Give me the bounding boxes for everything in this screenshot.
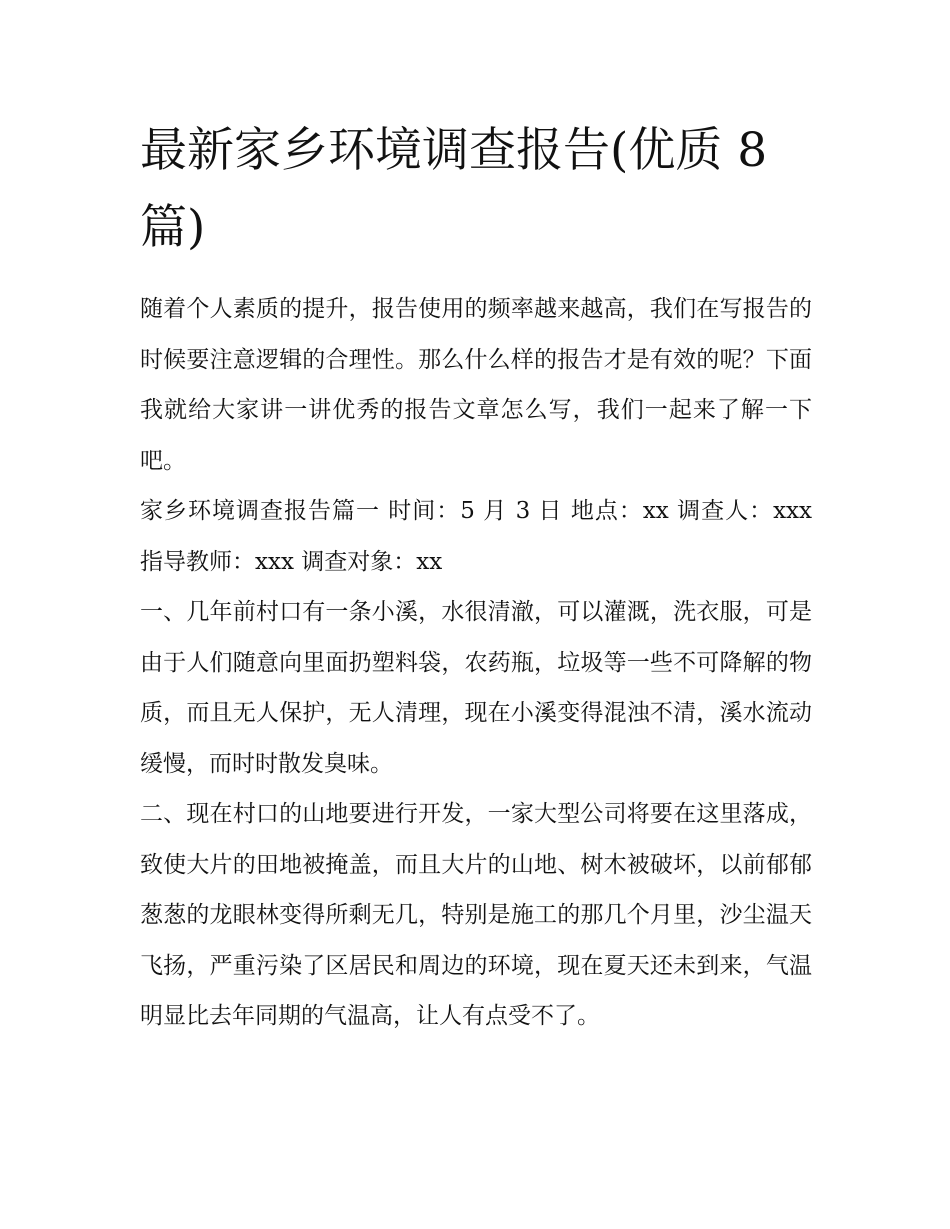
document-title: 最新家乡环境调查报告(优质 8 篇)	[140, 123, 768, 255]
document-page	[140, 112, 812, 1042]
stream-pollution-paragraph: 一、几年前村口有一条小溪，水很清澈，可以灌溉，洗衣服，可是由于人们随意向里面扔塑料袋，农药瓶，垃圾等一些不可降解的物质，而且无人保护，无人清理，现在小溪变得混浊不清，溪水流动缓慢，而时时散发臭味。	[140, 599, 812, 777]
mountain-development-paragraph: 二、现在村口的山地要进行开发，一家大型公司将要在这里落成，致使大片的田地被掩盖，而且大片的山地、树木被破坏，以前郁郁葱葱的龙眼林变得所剩无几，特别是施工的那几个月里，沙尘温天飞扬，严重污染了区居民和周边的环境，现在夏天还未到来，气温明显比去年同期的气温高，让人有点受不了。	[140, 801, 812, 1029]
intro-paragraph: 随着个人素质的提升，报告使用的频率越来越高，我们在写报告的时候要注意逻辑的合理性。那么什么样的报告才是有效的呢？下面我就给大家讲一讲优秀的报告文章怎么写，我们一起来了解一下吧。	[140, 296, 812, 474]
survey-info-paragraph: 家乡环境调查报告篇一 时间：5 月 3 日 地点：xx 调查人：xxx 指导教师：xxx 调查对象：xx	[140, 498, 812, 575]
